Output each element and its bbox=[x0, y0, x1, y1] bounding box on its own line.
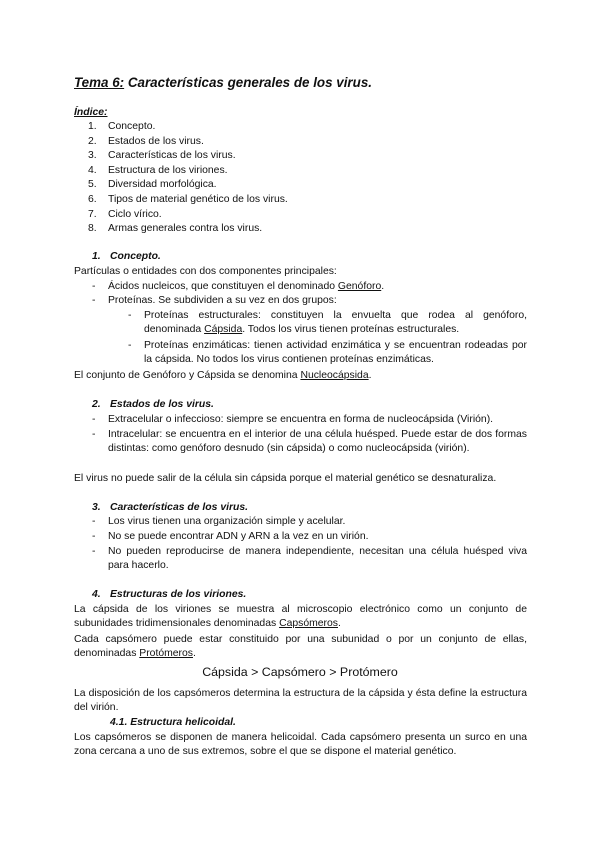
bullet-dash: - bbox=[92, 516, 96, 527]
index-item-label: Armas generales contra los virus. bbox=[108, 223, 263, 235]
bullet-dash: - bbox=[92, 429, 96, 440]
bullet-dash: - bbox=[92, 546, 96, 557]
term-capsida: Cápsida bbox=[204, 324, 243, 335]
s3-bullet-2: No se puede encontrar ADN y ARN a la vez en un virión. bbox=[108, 531, 369, 542]
s1-closing-text: El conjunto de Genóforo y Cápsida se denomina bbox=[74, 370, 301, 381]
index-item-label: Estructura de los viriones. bbox=[108, 164, 228, 176]
section-1-number: 1. bbox=[92, 251, 101, 262]
section-3-number: 3. bbox=[92, 502, 101, 513]
section-4-heading: Estructuras de los viriones. bbox=[110, 589, 247, 600]
index-item-number: 1. bbox=[88, 121, 97, 132]
s1-sub-bullet-1 bbox=[144, 309, 527, 337]
index-heading: Índice: bbox=[74, 107, 108, 118]
s1-sub-1-text: Proteínas estructurales: constituyen la envuelta que rodea al genóforo, denominada bbox=[144, 310, 527, 335]
index-item-number: 7. bbox=[88, 208, 97, 220]
section-1-closing bbox=[74, 369, 372, 383]
bullet-dash: - bbox=[128, 340, 132, 351]
s1-bullet-1-end: . bbox=[381, 281, 385, 292]
section-3-heading: Características de los virus. bbox=[110, 502, 249, 513]
hierarchy-formula: Cápsida > Capsómero > Protómero bbox=[202, 665, 398, 679]
s4-paragraph-3: La disposición de los capsómeros determina la estructura de la cápsida y ésta define la estructura del virión. bbox=[74, 688, 527, 713]
section-2-heading: Estados de los virus. bbox=[110, 399, 214, 410]
index-item-label: Diversidad morfológica. bbox=[108, 179, 217, 191]
s1-sub-1-end: . Todos los virus tienen proteínas estructurales. bbox=[242, 324, 460, 335]
s3-bullet-3: No pueden reproducirse de manera independiente, necesitan una célula huésped viva para hacerlo. bbox=[108, 546, 527, 571]
bullet-dash: - bbox=[92, 531, 96, 542]
s1-closing-end: . bbox=[368, 370, 372, 381]
index-item-label: Concepto. bbox=[108, 121, 156, 132]
s2-bullet-1: Extracelular o infeccioso: siempre se encuentra en forma de nucleocápsida (Virión). bbox=[108, 414, 494, 425]
term-nucleocapsida: Nucleocápsida bbox=[300, 370, 369, 381]
s3-bullet-1: Los virus tienen una organización simple y acelular. bbox=[108, 516, 346, 527]
index-item-label: Estados de los virus. bbox=[108, 135, 204, 147]
bullet-dash: - bbox=[92, 295, 96, 306]
s4-p2-end: . bbox=[193, 648, 196, 659]
s1-bullet-1 bbox=[108, 280, 384, 294]
section-1-heading: Concepto. bbox=[110, 251, 161, 262]
title-prefix: Tema 6: bbox=[74, 75, 125, 90]
index-item-label: Ciclo vírico. bbox=[108, 208, 162, 220]
term-genoforo: Genóforo bbox=[337, 281, 382, 292]
s1-sub-bullet-2: Proteínas enzimáticas: tienen actividad enzimática y se encuentran rodeadas por la cápsida. No todos los virus contienen proteínas enzimáticas. bbox=[144, 340, 527, 365]
s1-bullet-1-text: Ácidos nucleicos, que constituyen el denominado bbox=[108, 281, 338, 292]
s4-p1-end: . bbox=[337, 618, 341, 629]
s4-paragraph-2 bbox=[74, 633, 527, 661]
s4-p2-text: Cada capsómero puede estar constituido por una subunidad o por un conjunto de ellas, denominadas bbox=[74, 634, 527, 659]
index-item-number: 8. bbox=[88, 223, 97, 235]
index-item-number: 2. bbox=[88, 135, 97, 147]
term-capsomeros: Capsómeros bbox=[279, 618, 338, 629]
term-protomeros: Protómeros bbox=[139, 648, 193, 659]
s2-bullet-2: Intracelular: se encuentra en el interior de una célula huésped. Puede estar de dos formas distintas: como genóforo desnudo (sin cápsida) o como nucleocápsida (virión). bbox=[108, 429, 527, 454]
section-1-intro: Partículas o entidades con dos componentes principales: bbox=[74, 266, 337, 277]
s4-p1-text: La cápsida de los viriones se muestra al microscopio electrónico como un conjunto de subunidades tridimensionales denominadas bbox=[74, 604, 527, 629]
s4-paragraph-1 bbox=[74, 603, 527, 631]
section-2-number: 2. bbox=[92, 399, 101, 410]
s4-paragraph-4: Los capsómeros se disponen de manera helicoidal. Cada capsómero presenta un surco en una zona cercana a uno de sus extremos, sobre el que se dispone el material genético. bbox=[74, 732, 527, 757]
bullet-dash: - bbox=[92, 414, 96, 425]
index-item-number: 5. bbox=[88, 179, 97, 191]
subsection-4-1-heading: 4.1. Estructura helicoidal. bbox=[110, 717, 236, 728]
s1-bullet-2: Proteínas. Se subdividen a su vez en dos grupos: bbox=[108, 295, 337, 306]
index-item-number: 6. bbox=[88, 194, 97, 205]
title-text: Características generales de los virus. bbox=[124, 75, 372, 90]
section-2-closing: El virus no puede salir de la célula sin cápsida porque el material genético se desnaturaliza. bbox=[74, 473, 497, 484]
bullet-dash: - bbox=[92, 281, 96, 292]
index-item-number: 3. bbox=[88, 150, 97, 162]
document-title bbox=[74, 76, 372, 90]
index-item-label: Tipos de material genético de los virus. bbox=[108, 194, 288, 205]
bullet-dash: - bbox=[128, 310, 132, 321]
index-item-label: Características de los virus. bbox=[108, 150, 236, 162]
section-4-number: 4. bbox=[92, 589, 101, 600]
index-item-number: 4. bbox=[88, 164, 97, 176]
